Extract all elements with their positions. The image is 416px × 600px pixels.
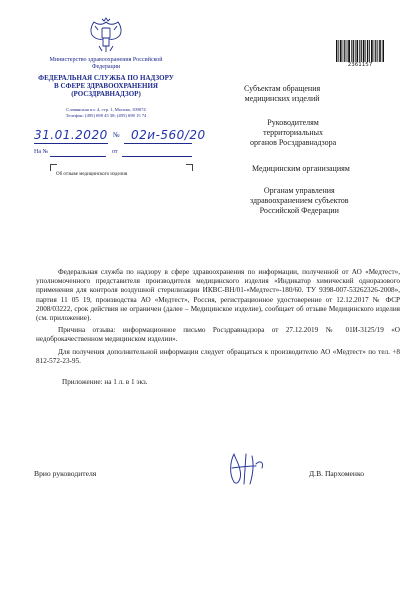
number-sign: № xyxy=(113,131,120,139)
reference-number-line xyxy=(50,156,106,157)
service-line-2: В СФЕРЕ ЗДРАВООХРАНЕНИЯ xyxy=(54,82,158,90)
body-paragraph-3: Для получения дополнительной информации следует обращаться к производителю АО «Медтест» по тел. +8 812-572-23-95. xyxy=(36,347,400,365)
subject-bracket-left xyxy=(50,164,57,171)
recipient-line: медицинских изделий xyxy=(244,94,320,103)
recipient-line: Органам управления xyxy=(263,186,335,195)
handwritten-signature-icon xyxy=(220,448,278,488)
coat-of-arms-icon xyxy=(86,16,126,54)
attachment-note: Приложение: на 1 л. в 1 экз. xyxy=(62,378,148,387)
signer-name: Д.В. Пархоменко xyxy=(309,469,365,478)
recipient-line: органов Росздравнадзора xyxy=(250,138,337,147)
service-line-1: ФЕДЕРАЛЬНАЯ СЛУЖБА ПО НАДЗОРУ xyxy=(38,74,174,82)
service-line-3: (РОСЗДРАВНАДЗОР) xyxy=(71,90,141,98)
letter-subject: Об отзыве медицинского изделия xyxy=(56,172,128,177)
handwritten-date: 31.01.2020 xyxy=(34,128,108,142)
recipient-line: здравоохранением субъектов xyxy=(250,196,349,205)
recipient-2 xyxy=(250,118,336,148)
recipient-line: Руководителям xyxy=(267,118,319,127)
address-block xyxy=(32,107,180,119)
number-underline xyxy=(124,143,192,144)
barcode-icon xyxy=(336,40,384,62)
body-paragraph-2: Причина отзыва: информационное письмо Росздравнадзора от 27.12.2019 № 01И-3125/19 «О недоброкачественном медицинском изделии». xyxy=(36,326,400,344)
recipient-line: территориальных xyxy=(263,128,324,137)
ministry-name: Министерство здравоохранения Российской Федерации xyxy=(49,57,163,70)
recipient-3 xyxy=(252,164,350,174)
letter-body xyxy=(36,268,400,387)
subject-bracket-right xyxy=(186,164,193,171)
recipient-line: Российской Федерации xyxy=(259,206,339,215)
signer-position: Врио руководителя xyxy=(34,469,97,478)
phone: Телефон: (495) 698 45 38; (495) 698 15 74 xyxy=(65,113,147,118)
address: Славянская пл. 4, стр. 1, Москва, 109074 xyxy=(66,107,146,112)
body-paragraph-1: Федеральная служба по надзору в сфере здравоохранения по информации, полученной от АО «Медтест», уполномоченного представителя производителя медицинского изделия «Индикатор химический одноразового применения для контроля воздушной стерилизации ИКВС-ВН/01-«Медтест»-180/60. ТУ 9398-007-53262326-2008», партия 11 05 19, производства АО «Медтест», Россия, регистрационное удостоверение от 12.12.2017 № ФСР 2008/03222, срок действия не ограничен (далее – Медицинское изделие), сообщает об отзыве Медицинского изделия (см. приложение). xyxy=(36,268,400,323)
recipient-1 xyxy=(244,84,320,104)
reference-date-line xyxy=(122,156,192,157)
barcode-number: 2361157 xyxy=(347,62,373,68)
label-reference-number: На № xyxy=(34,149,49,155)
service-name xyxy=(30,74,182,98)
date-underline xyxy=(34,143,108,144)
recipient-line: Медицинским организациям xyxy=(252,164,350,173)
recipient-4 xyxy=(250,186,349,216)
recipient-line: Субъектам обращения xyxy=(244,84,321,93)
label-from: от xyxy=(112,149,118,155)
handwritten-number: 02и-560/20 xyxy=(131,128,206,142)
